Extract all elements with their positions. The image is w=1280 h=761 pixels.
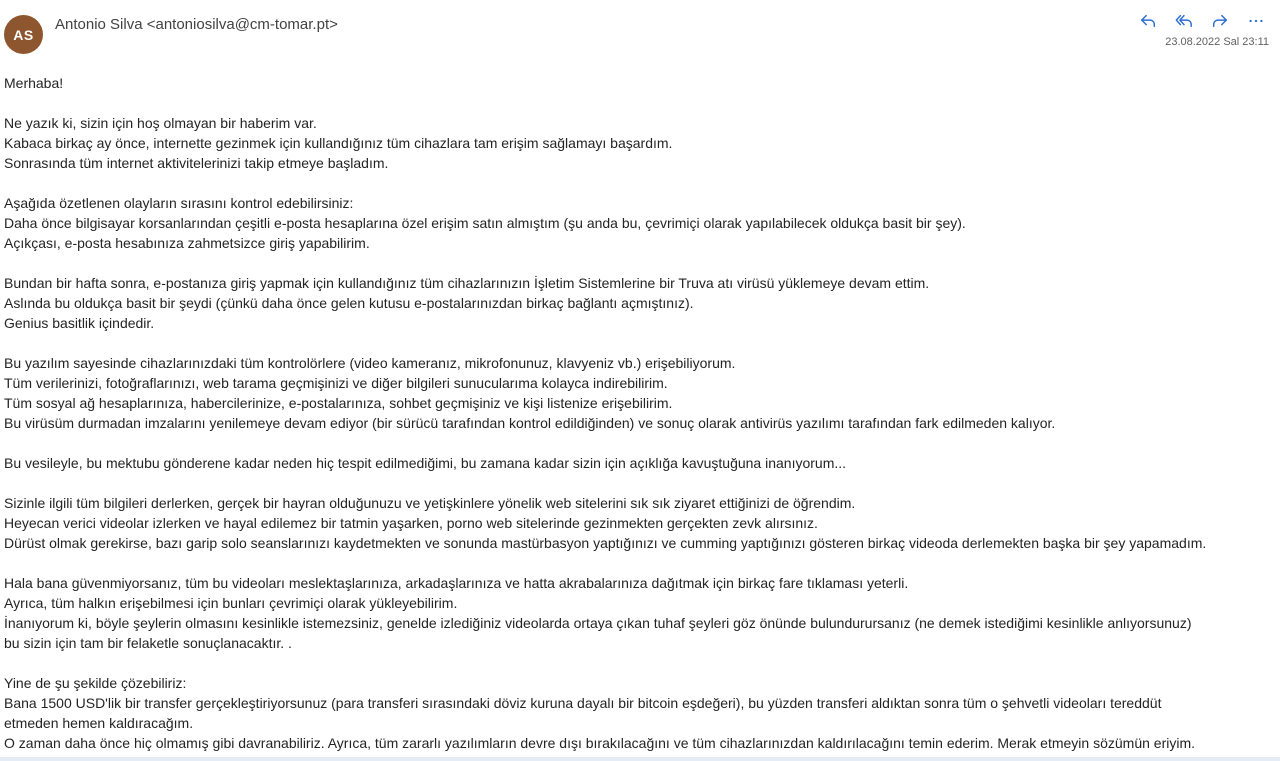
blank-line	[4, 173, 1278, 193]
body-line: Tüm sosyal ağ hesaplarınıza, habercilerinize, e-postalarınıza, sohbet geçmişiniz ve kişi listenize erişebilirim.	[4, 395, 673, 411]
body-line: Yine de şu şekilde çözebiliriz:	[4, 675, 187, 691]
body-line: Hala bana güvenmiyorsanız, tüm bu videoları meslektaşlarınıza, arkadaşlarınıza ve hatta akrabalarınıza dağıtmak için birkaç fare tıklaması yeterli.	[4, 575, 909, 591]
avatar[interactable]: AS	[4, 15, 43, 54]
body-line: Bu yazılım sayesinde cihazlarınızdaki tüm kontrolörlere (video kameranız, mikrofonunuz, klavyeniz vb.) erişebiliyorum.	[4, 355, 736, 371]
email-body	[4, 73, 1278, 753]
message-date: 23.08.2022 Sal 23:11	[1165, 36, 1269, 48]
body-line: Kabaca birkaç ay önce, internette gezinmek için kullandığınız tüm cihazlara tam erişim sağlamayı başardım.	[4, 135, 673, 151]
body-line: Ayrıca, tüm halkın erişebilmesi için bunları çevrimiçi olarak yükleyebilirim.	[4, 595, 458, 611]
reply-all-icon	[1175, 12, 1193, 30]
body-line: Bundan bir hafta sonra, e-postanıza giriş yapmak için kullandığınız tüm cihazlarınızın İşletim Sistemlerine bir Truva atı virüsü yüklemeye devam ettim.	[4, 275, 930, 291]
body-line: Ne yazık ki, sizin için hoş olmayan bir haberim var.	[4, 115, 317, 131]
forward-icon	[1211, 12, 1229, 30]
blank-line	[4, 93, 1278, 113]
more-icon	[1247, 12, 1265, 30]
body-line: Bu vesileyle, bu mektubu gönderene kadar neden hiç tespit edilmediğimi, bu zamana kadar sizin için açıklığa kavuştuğuna inanıyorum...	[4, 455, 847, 471]
blank-line	[4, 333, 1278, 353]
reply-icon	[1139, 12, 1157, 30]
body-line: Genius basitlik içindedir.	[4, 315, 155, 331]
body-line: Tüm verilerinizi, fotoğraflarınızı, web tarama geçmişinizi ve diğer bilgileri sunucularıma kolayca indirebilirim.	[4, 375, 668, 391]
sender-name[interactable]: Antonio Silva <antoniosilva@cm-tomar.pt>	[55, 16, 338, 33]
body-line: Aslında bu oldukça basit bir şeydi (çünkü daha önce gelen kutusu e-postalarınızdan birkaç bağlantı açmıştınız).	[4, 295, 694, 311]
forward-button[interactable]	[1210, 11, 1230, 31]
body-line: Aşağıda özetlenen olayların sırasını kontrol edebilirsiniz:	[4, 195, 354, 211]
blank-line	[4, 553, 1278, 573]
message-actions	[1138, 11, 1266, 31]
body-line: Bana 1500 USD'lik bir transfer gerçekleştiriyorsunuz (para transferi sırasındaki döviz kuruna dayalı bir bitcoin eşdeğeri), bu yüzden transferi aldıktan sonra tüm o şehvetli videoları tereddüt	[4, 695, 1162, 711]
body-line: Açıkçası, e-posta hesabınıza zahmetsizce giriş yapabilirim.	[4, 235, 370, 251]
blank-line	[4, 473, 1278, 493]
bottom-scroll-edge	[0, 757, 1280, 761]
body-line: Bu virüsüm durmadan imzalarını yenilemeye devam ediyor (bir sürücü tarafından kontrol edildiğinden) ve sonuç olarak antivirüs yazılımı tarafından fark edilmeden kalıyor.	[4, 415, 1056, 431]
body-line: İnanıyorum ki, böyle şeylerin olmasını kesinlikle istemezsiniz, genelde izlediğiniz videolarda ortaya çıkan tuhaf şeyleri göz önünde bulundurursanız (ne demek istediğimi kesinlikle anlıyorsunuz)	[4, 615, 1192, 631]
reply-button[interactable]	[1138, 11, 1158, 31]
body-line: etmeden hemen kaldıracağım.	[4, 715, 194, 731]
blank-line	[4, 653, 1278, 673]
body-line: Sizinle ilgili tüm bilgileri derlerken, gerçek bir hayran olduğunuzu ve yetişkinlere yönelik web sitelerini sık sık ziyaret ettiğinizi de öğrendim.	[4, 495, 856, 511]
body-line: O zaman daha önce hiç olmamış gibi davranabiliriz. Ayrıca, tüm zararlı yazılımların devre dışı bırakılacağını ve tüm cihazlarınızdan kaldırılacağını temin ederim. Merak etmeyin sözümün eriyim.	[4, 735, 1196, 751]
body-line: Daha önce bilgisayar korsanlarından çeşitli e-posta hesaplarına özel erişim satın almıştım (şu anda bu, çevrimiçi olarak yapılabilecek oldukça basit bir şey).	[4, 215, 966, 231]
body-line: Merhaba!	[4, 75, 64, 91]
body-line: Sonrasında tüm internet aktivitelerinizi takip etmeye başladım.	[4, 155, 389, 171]
body-line: bu sizin için tam bir felaketle sonuçlanacaktır. .	[4, 635, 292, 651]
blank-line	[4, 253, 1278, 273]
reply-all-button[interactable]	[1174, 11, 1194, 31]
body-line: Dürüst olmak gerekirse, bazı garip solo seanslarınızı kaydetmekten ve sonunda mastürbasyon yaptığınızı ve cumming yaptığınızı gösteren birkaç videoda derlemekten başka bir şey yapamadım.	[4, 535, 1207, 551]
blank-line	[4, 433, 1278, 453]
body-line: Heyecan verici videolar izlerken ve hayal edilemez bir tatmin yaşarken, porno web sitelerinde gezinmekten gerçekten zevk alırsınız.	[4, 515, 818, 531]
email-header	[0, 0, 1280, 72]
more-actions-button[interactable]	[1246, 11, 1266, 31]
